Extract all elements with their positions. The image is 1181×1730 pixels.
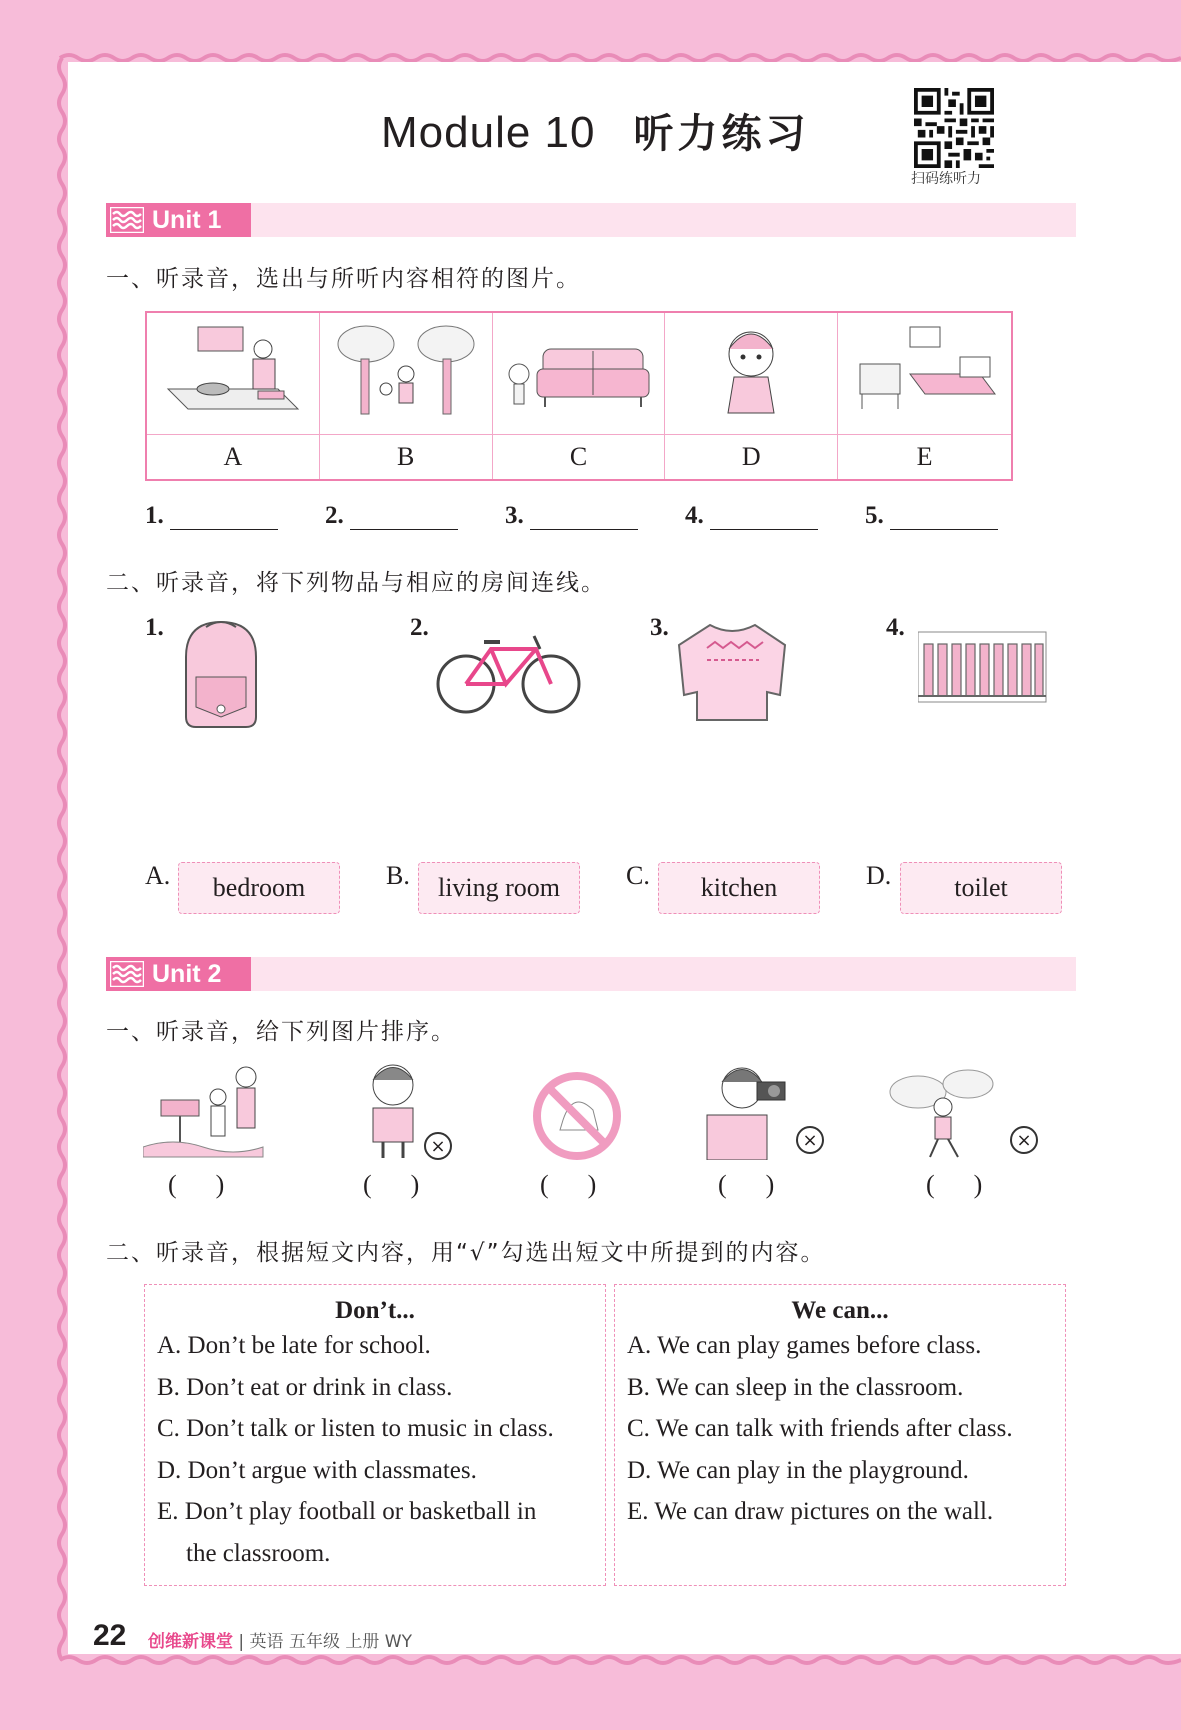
blank-3[interactable]: [505, 502, 685, 530]
footer-info: [148, 1627, 412, 1652]
title-chinese: 听力练习: [633, 111, 810, 157]
waves-icon: [110, 961, 144, 987]
picture-label-E: E: [916, 442, 933, 471]
unit1-section1-instruction: 一、听录音，选出与所听内容相符的图片。: [106, 266, 581, 292]
room-kitchen[interactable]: kitchen: [658, 862, 820, 914]
title-module: Module 10: [381, 108, 596, 157]
unit2-tag: [106, 957, 251, 991]
order-blank-5[interactable]: ( ): [926, 1170, 983, 1199]
unit2-section2-instruction: 二、听录音，根据短文内容，用“√”勾选出短文中所提到的内容。: [106, 1240, 826, 1266]
dont-option-E-continued: the classroom.: [186, 1539, 331, 1567]
dont-option-D[interactable]: D. Don’t argue with classmates.: [157, 1456, 477, 1484]
order-blank-3[interactable]: ( ): [540, 1170, 597, 1199]
sweater-icon[interactable]: [675, 620, 790, 725]
unit1-section2-instruction: 二、听录音，将下列物品与相应的房间连线。: [106, 570, 606, 596]
room-letter-B: B.: [386, 861, 410, 890]
unit2-label: Unit 2: [152, 959, 222, 988]
blank-number: 2.: [325, 502, 344, 529]
picture-B: [320, 313, 493, 435]
unit1-label: Unit 1: [152, 205, 222, 234]
answer-line[interactable]: [350, 506, 458, 530]
answer-line[interactable]: [170, 506, 278, 530]
we-can-option-C[interactable]: C. We can talk with friends after class.: [627, 1415, 1013, 1442]
keep-off-grass-icon: [143, 1062, 268, 1162]
boy-picking-flowers-icon: [888, 1062, 998, 1162]
kitchen-cooking-icon: [158, 319, 308, 429]
dont-heading: Don’t...: [335, 1297, 415, 1324]
backpack-icon[interactable]: [171, 617, 271, 732]
cross-mark-icon: ×: [1010, 1126, 1038, 1154]
blank-number: 4.: [685, 502, 704, 529]
page-title: [381, 102, 809, 159]
order-blank-1[interactable]: ( ): [168, 1170, 225, 1199]
we-can-heading: We can...: [791, 1297, 889, 1324]
item-number-4: 4.: [886, 614, 905, 641]
blank-2[interactable]: [325, 502, 505, 530]
picture-E: [838, 313, 1011, 435]
worksheet-page: [68, 62, 1181, 1654]
children-playing-trees-icon: [331, 319, 481, 429]
answer-blanks: [145, 502, 1045, 530]
dont-option-B[interactable]: B. Don’t eat or drink in class.: [157, 1373, 453, 1401]
unit2-section1-instruction: 一、听录音，给下列图片排序。: [106, 1019, 456, 1045]
picture-label-B: B: [320, 435, 493, 479]
qr-code-icon[interactable]: [914, 88, 994, 168]
blank-4[interactable]: [685, 502, 865, 530]
item-number-1: 1.: [145, 614, 164, 641]
no-walking-icon: [531, 1070, 623, 1162]
room-letter-D: D.: [866, 861, 892, 890]
unit1-tag: [106, 203, 251, 237]
answer-line[interactable]: [890, 506, 998, 530]
blank-number: 5.: [865, 502, 884, 529]
order-blank-2[interactable]: ( ): [363, 1170, 420, 1199]
we-can-box: [614, 1284, 1066, 1586]
order-blank-4[interactable]: ( ): [718, 1170, 775, 1199]
we-can-option-E[interactable]: E. We can draw pictures on the wall.: [627, 1498, 994, 1525]
picture-label-D: D: [665, 435, 838, 479]
room-living-room[interactable]: living room: [418, 862, 580, 914]
dont-option-C[interactable]: C. Don’t talk or listen to music in class.: [157, 1415, 554, 1442]
blank-5[interactable]: [865, 502, 1045, 530]
we-can-option-A[interactable]: A. We can play games before class.: [627, 1332, 982, 1359]
crayons-icon[interactable]: [918, 630, 1048, 705]
dont-option-A[interactable]: A. Don’t be late for school.: [157, 1332, 431, 1359]
bedroom-icon: [850, 319, 1000, 429]
room-letter-C: C.: [626, 861, 650, 890]
item-number-2: 2.: [410, 614, 429, 641]
item-number-3: 3.: [650, 614, 669, 641]
dont-rules-box: [144, 1284, 606, 1586]
sofa-icon: [503, 319, 653, 429]
qr-caption: 扫码练听力: [911, 171, 981, 187]
we-can-option-B[interactable]: B. We can sleep in the classroom.: [627, 1373, 964, 1401]
dont-option-E[interactable]: E. Don’t play football or basketball in: [157, 1498, 537, 1525]
picture-label-A: A: [147, 435, 320, 479]
room-letter-A: A.: [145, 861, 171, 890]
picture-A: [147, 313, 320, 435]
footer-details: 英语 五年级 上册 WY: [249, 1632, 412, 1652]
boy-eating-icon: [358, 1060, 428, 1160]
answer-line[interactable]: [710, 506, 818, 530]
we-can-option-D[interactable]: D. We can play in the playground.: [627, 1456, 969, 1484]
room-toilet[interactable]: toilet: [900, 862, 1062, 914]
blank-1[interactable]: [145, 502, 325, 530]
footer-divider: |: [238, 1632, 250, 1652]
answer-line[interactable]: [530, 506, 638, 530]
man-taking-photo-icon: [702, 1060, 802, 1160]
footer-brand: 创维新课堂: [148, 1632, 233, 1652]
waves-icon: [110, 207, 144, 233]
picture-C: [493, 313, 666, 435]
picture-choice-table: [145, 311, 1013, 481]
girl-icon: [676, 319, 826, 429]
picture-D: [665, 313, 838, 435]
cross-mark-icon: ×: [796, 1126, 824, 1154]
bicycle-icon[interactable]: [436, 624, 581, 719]
cross-mark-icon: ×: [424, 1132, 452, 1160]
unit1-header-bar: [106, 203, 1076, 237]
blank-number: 1.: [145, 502, 164, 529]
picture-label-C: C: [493, 435, 666, 479]
room-bedroom[interactable]: bedroom: [178, 862, 340, 914]
page-number: 22: [93, 1619, 127, 1652]
unit2-header-bar: [106, 957, 1076, 991]
blank-number: 3.: [505, 502, 524, 529]
